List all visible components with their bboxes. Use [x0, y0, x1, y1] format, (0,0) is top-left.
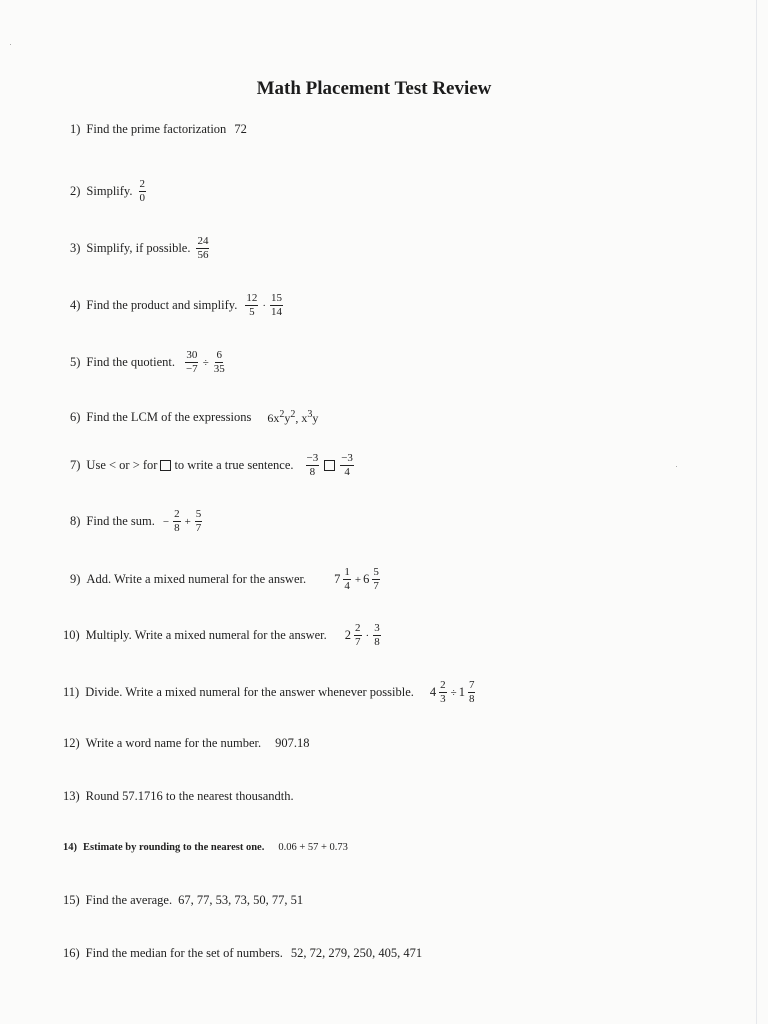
exponent: 2 [290, 409, 296, 420]
math-expression [430, 679, 478, 706]
numerator: 24 [197, 235, 209, 247]
whole-number: 2 [344, 628, 352, 642]
fraction [213, 349, 226, 376]
problem-text: Find the median for the set of numbers. [85, 946, 283, 960]
problem-number: 6) [70, 410, 81, 424]
problem-text: Round 57.1716 to the nearest thousandth. [85, 789, 294, 803]
problem-14 [63, 842, 348, 853]
term-variable: y [312, 411, 319, 425]
problem-text: Find the sum. [86, 514, 155, 528]
problem-number: 4) [70, 298, 81, 312]
problem-3 [70, 235, 211, 262]
problem-text: Find the quotient. [86, 355, 175, 369]
fraction [373, 622, 381, 649]
numerator: 5 [195, 508, 202, 520]
page-title: Math Placement Test Review [256, 78, 492, 99]
numerator: 30 [186, 349, 198, 361]
problem-12 [63, 736, 310, 751]
problem-text: Estimate by rounding to the nearest one. [83, 842, 265, 853]
denominator: 14 [271, 306, 283, 318]
problem-11 [63, 679, 477, 706]
fraction [196, 235, 209, 262]
math-expression [183, 349, 228, 376]
denominator: 8 [374, 636, 380, 648]
problem-value: 907.18 [275, 736, 310, 750]
problem-text: Find the LCM of the expressions [86, 410, 252, 424]
denominator: 8 [309, 466, 316, 478]
lcm-expression [267, 409, 318, 426]
exponent: 2 [279, 409, 285, 420]
problem-text: Simplify, if possible. [86, 241, 191, 255]
problem-7 [70, 452, 356, 479]
problem-value: 67, 77, 53, 73, 50, 77, 51 [178, 893, 304, 907]
numerator: 1 [344, 566, 350, 578]
fraction [270, 292, 283, 319]
math-expression [334, 566, 382, 593]
denominator: 7 [195, 522, 202, 534]
fraction [306, 452, 320, 479]
term-coefficient: 6x [267, 411, 280, 425]
problem-6 [70, 409, 318, 426]
problem-2 [70, 178, 148, 205]
numerator: 2 [174, 508, 180, 520]
problem-number: 2) [70, 184, 81, 198]
problem-number: 9) [70, 572, 81, 586]
problem-number: 15) [63, 893, 80, 907]
denominator: 8 [174, 522, 180, 534]
numerator: 2 [355, 622, 361, 634]
problem-number: 5) [70, 355, 81, 369]
problem-8 [70, 508, 204, 535]
problem-number: 16) [63, 946, 80, 960]
operator: + [354, 573, 362, 586]
denominator: 35 [213, 363, 225, 375]
problem-number: 1) [70, 122, 81, 136]
problem-number: 13) [63, 789, 80, 803]
problem-number: 12) [63, 736, 80, 750]
denominator: 4 [344, 466, 350, 478]
operator: ÷ [450, 686, 457, 699]
numerator: 7 [468, 679, 475, 691]
exponent: 3 [307, 409, 313, 420]
numerator: 5 [373, 566, 379, 578]
numerator: 2 [440, 679, 446, 691]
denominator: −7 [185, 363, 198, 375]
numerator: 3 [374, 622, 380, 634]
problem-text-part-1: Use < or > for [86, 458, 158, 472]
fraction [340, 452, 354, 479]
problem-text: Simplify. [86, 184, 133, 198]
numerator: −3 [306, 452, 319, 464]
fraction [139, 178, 147, 205]
denominator: 8 [468, 693, 475, 705]
problem-13 [63, 789, 294, 804]
denominator: 3 [440, 693, 446, 705]
problem-number: 11) [63, 685, 80, 699]
problem-value: 0.06 + 57 + 0.73 [278, 842, 348, 853]
comparison-box-icon [160, 460, 171, 471]
fraction [439, 679, 447, 706]
math-expression [243, 292, 285, 319]
whole-number: 7 [334, 572, 341, 586]
problem-number: 8) [70, 514, 81, 528]
term-separator: , x [295, 411, 308, 425]
term-variable: y [284, 411, 291, 425]
math-expression [345, 622, 383, 649]
denominator: 0 [139, 192, 145, 204]
problem-10 [63, 622, 383, 649]
problem-value: 52, 72, 279, 250, 405, 471 [290, 946, 423, 960]
denominator: 4 [344, 580, 350, 592]
problem-value: 72 [234, 122, 247, 136]
fraction [195, 508, 203, 535]
problem-5 [70, 349, 228, 376]
whole-number: 6 [363, 572, 370, 586]
scan-speck [676, 466, 677, 467]
fraction [173, 508, 181, 535]
problem-number: 3) [70, 241, 81, 255]
problem-text: Multiply. Write a mixed numeral for the answer. [85, 628, 327, 642]
problem-text: Find the product and simplify. [86, 298, 238, 312]
denominator: 7 [373, 580, 379, 592]
scan-edge-line [756, 0, 757, 1024]
denominator: 7 [355, 636, 361, 648]
fraction [354, 622, 362, 649]
numerator: −3 [341, 452, 353, 464]
math-expression [304, 452, 356, 479]
problem-16 [63, 946, 422, 961]
problem-number: 7) [70, 458, 81, 472]
scan-speck [10, 44, 11, 45]
fraction [343, 566, 351, 593]
problem-text: Find the average. [85, 893, 173, 907]
problem-text: Write a word name for the number. [85, 736, 262, 750]
numerator: 15 [271, 292, 283, 304]
problem-text: Add. Write a mixed numeral for the answer. [86, 572, 307, 586]
problem-9 [70, 566, 382, 593]
problem-number: 10) [63, 628, 80, 642]
comparison-box-icon [324, 460, 335, 471]
problem-15 [63, 893, 303, 908]
problem-number: 14) [63, 842, 77, 853]
denominator: 56 [197, 249, 209, 261]
problem-text: Find the prime factorization [86, 122, 227, 136]
numerator: 12 [246, 292, 258, 304]
problem-1 [70, 122, 247, 137]
problem-text-part-2: to write a true sentence. [174, 458, 294, 472]
fraction [468, 679, 476, 706]
operator: ÷ [202, 356, 209, 369]
negative-sign: − [162, 515, 170, 528]
operator: · [262, 299, 267, 312]
whole-number: 4 [429, 685, 437, 699]
numerator: 6 [216, 349, 222, 361]
math-expression [161, 508, 204, 535]
fraction [245, 292, 258, 319]
problem-4 [70, 292, 285, 319]
fraction [185, 349, 199, 376]
fraction [372, 566, 380, 593]
operator: + [184, 515, 191, 528]
whole-number: 1 [458, 685, 465, 699]
operator: · [365, 629, 370, 642]
problem-text: Divide. Write a mixed numeral for the answer whenever possible. [85, 685, 414, 699]
numerator: 2 [139, 178, 145, 190]
denominator: 5 [249, 306, 255, 318]
